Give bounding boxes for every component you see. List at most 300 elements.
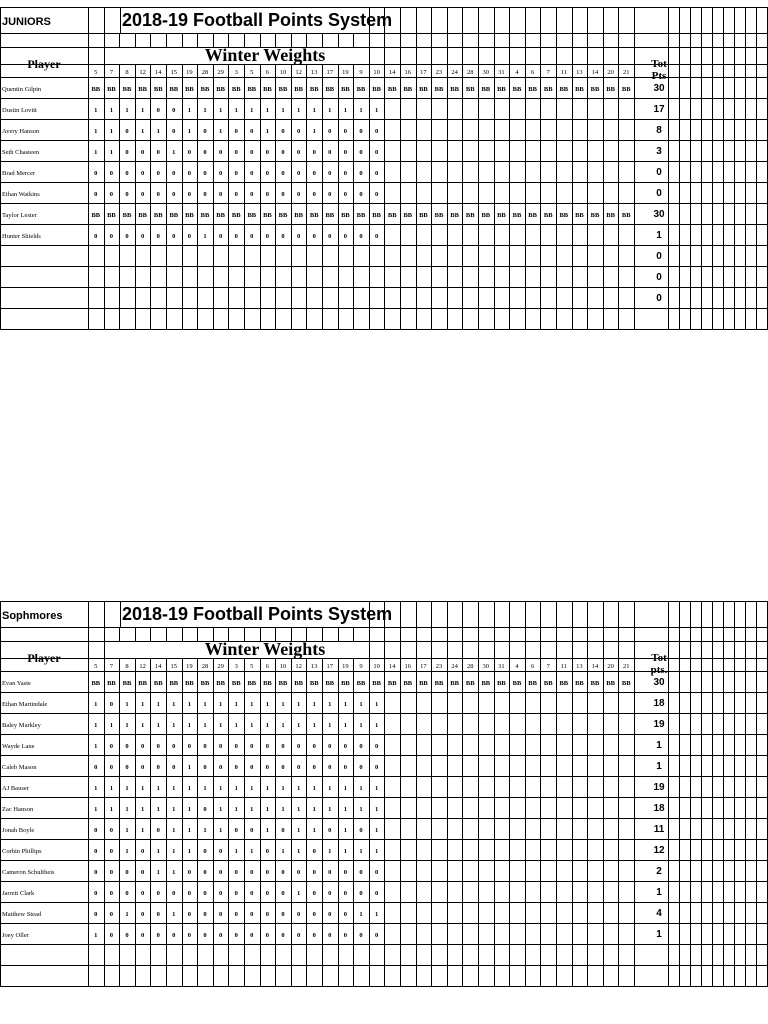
attendance-mark: 0 (125, 890, 129, 897)
attendance-mark: 1 (328, 701, 332, 708)
attendance-mark: 1 (187, 128, 192, 135)
attendance-mark: 0 (328, 911, 332, 918)
attendance-mark: BB (122, 680, 132, 687)
attendance-mark: 1 (265, 806, 270, 813)
attendance-mark: 1 (343, 722, 348, 729)
attendance-mark: BB (450, 86, 459, 93)
attendance-mark: BB (403, 86, 413, 93)
player-name: Hunter Shields (2, 233, 41, 240)
attendance-mark: BB (403, 680, 413, 687)
table-row (2, 866, 662, 877)
attendance-mark: 1 (359, 785, 363, 792)
player-name: Quentin Gilpin (2, 86, 42, 93)
attendance-mark: 1 (359, 848, 363, 855)
attendance-mark: 0 (359, 149, 363, 156)
attendance-mark: 1 (343, 701, 348, 708)
attendance-mark: 0 (359, 932, 363, 939)
juniors-points-sheet (0, 7, 768, 330)
attendance-mark: 0 (203, 764, 207, 771)
attendance-mark: 1 (156, 722, 160, 729)
points-total: 19 (653, 782, 665, 793)
attendance-mark: 0 (234, 191, 238, 198)
attendance-mark: 1 (109, 128, 114, 135)
points-total: 4 (656, 908, 662, 919)
attendance-mark: BB (575, 86, 584, 93)
tot-column-header: Tot (651, 652, 667, 664)
table-row (2, 698, 665, 709)
attendance-mark: 0 (296, 911, 301, 918)
attendance-mark: 0 (187, 911, 192, 918)
attendance-mark: 0 (125, 764, 129, 771)
attendance-mark: 0 (250, 149, 254, 156)
attendance-mark: 0 (343, 890, 348, 897)
player-name: Taylor Lester (2, 212, 37, 219)
date-header: 20 (607, 69, 614, 76)
attendance-mark: 0 (94, 233, 98, 240)
attendance-mark: 0 (250, 890, 254, 897)
date-header: 24 (451, 69, 458, 76)
attendance-mark: 1 (296, 107, 301, 114)
attendance-mark: BB (341, 212, 350, 219)
attendance-mark: BB (325, 212, 335, 219)
date-header: 28 (201, 69, 209, 76)
attendance-mark: BB (247, 680, 257, 687)
player-name: Corbin Phillips (2, 848, 42, 855)
attendance-mark: 1 (343, 107, 348, 114)
attendance-mark: 1 (312, 722, 316, 729)
attendance-mark: BB (263, 680, 272, 687)
attendance-mark: BB (606, 212, 615, 219)
date-header: 6 (265, 663, 270, 670)
attendance-mark: 0 (328, 170, 332, 177)
player-name: Jonah Boyle (2, 827, 35, 834)
points-total: 11 (653, 824, 665, 835)
attendance-mark: BB (356, 680, 366, 687)
player-name: AJ Bauser (2, 785, 29, 792)
points-total: 0 (656, 167, 662, 178)
attendance-mark: 0 (359, 170, 363, 177)
attendance-mark: BB (200, 86, 210, 93)
attendance-mark: BB (543, 680, 553, 687)
attendance-mark: 0 (312, 764, 316, 771)
attendance-mark: 0 (374, 233, 379, 240)
attendance-mark: BB (372, 680, 381, 687)
attendance-mark: 1 (125, 806, 129, 813)
date-header: 31 (498, 663, 505, 670)
attendance-mark: 1 (203, 107, 207, 114)
attendance-mark: 1 (234, 701, 238, 708)
player-name: Evan Yaste (2, 680, 31, 687)
date-header: 5 (94, 663, 98, 670)
attendance-mark: 0 (203, 128, 207, 135)
attendance-mark: 1 (109, 107, 114, 114)
date-header: 28 (466, 663, 474, 670)
attendance-mark: 0 (140, 869, 145, 876)
attendance-mark: 1 (328, 107, 332, 114)
attendance-mark: BB (278, 212, 288, 219)
attendance-mark: 1 (296, 848, 301, 855)
attendance-mark: BB (590, 86, 600, 93)
attendance-mark: 1 (374, 848, 379, 855)
attendance-mark: 0 (203, 848, 207, 855)
attendance-mark: 1 (187, 701, 192, 708)
attendance-mark: 0 (250, 827, 254, 834)
date-header: 28 (201, 663, 209, 670)
attendance-mark: 1 (343, 806, 348, 813)
attendance-mark: 0 (156, 149, 160, 156)
attendance-mark: BB (91, 86, 101, 93)
attendance-mark: 0 (343, 149, 348, 156)
attendance-mark: 1 (172, 149, 176, 156)
attendance-mark: BB (169, 86, 179, 93)
attendance-mark: 0 (328, 827, 332, 834)
attendance-mark: 0 (94, 191, 98, 198)
attendance-mark: 0 (94, 890, 98, 897)
attendance-mark: 1 (374, 827, 379, 834)
date-header: 13 (310, 663, 318, 670)
table-row (2, 167, 662, 178)
attendance-mark: BB (185, 86, 194, 93)
attendance-mark: 1 (250, 806, 254, 813)
date-header: 7 (546, 663, 550, 670)
attendance-mark: BB (559, 86, 569, 93)
date-header: 8 (125, 69, 129, 76)
attendance-mark: 0 (265, 149, 270, 156)
attendance-mark: 1 (218, 785, 223, 792)
attendance-mark: 0 (187, 149, 192, 156)
attendance-mark: 0 (140, 233, 145, 240)
attendance-mark: 0 (156, 890, 160, 897)
attendance-mark: 1 (296, 785, 301, 792)
attendance-mark: 0 (234, 911, 238, 918)
attendance-mark: BB (512, 212, 522, 219)
attendance-mark: BB (107, 86, 116, 93)
attendance-mark: 0 (296, 191, 301, 198)
date-header: 12 (295, 69, 302, 76)
attendance-mark: 0 (359, 743, 363, 750)
attendance-mark: 0 (328, 743, 332, 750)
sheet-title: 2018-19 Football Points System (122, 10, 393, 30)
date-header: 7 (109, 663, 114, 670)
attendance-mark: BB (138, 680, 147, 687)
attendance-mark: BB (107, 212, 116, 219)
date-header: 8 (125, 663, 129, 670)
date-header: 12 (295, 663, 302, 670)
attendance-mark: 1 (296, 722, 301, 729)
points-total: 18 (653, 803, 665, 814)
points-total: 30 (653, 209, 665, 220)
player-name: Brad Mercer (2, 170, 36, 177)
attendance-mark: BB (497, 86, 506, 93)
attendance-mark: BB (169, 680, 179, 687)
date-header: 16 (404, 663, 412, 670)
attendance-mark: 0 (343, 128, 348, 135)
date-header: 13 (576, 69, 583, 76)
attendance-mark: BB (153, 212, 163, 219)
attendance-mark: 0 (156, 233, 160, 240)
attendance-mark: 1 (203, 701, 207, 708)
attendance-mark: 1 (140, 722, 145, 729)
attendance-mark: BB (450, 212, 459, 219)
attendance-mark: 0 (281, 743, 285, 750)
attendance-mark: BB (294, 212, 303, 219)
attendance-mark: 1 (328, 848, 332, 855)
attendance-mark: 1 (156, 806, 160, 813)
date-header: 12 (139, 663, 146, 670)
date-header: 15 (170, 69, 178, 76)
table-row (2, 209, 665, 220)
attendance-mark: 0 (234, 170, 238, 177)
attendance-mark: BB (185, 680, 194, 687)
attendance-mark: 0 (296, 932, 301, 939)
attendance-mark: BB (497, 212, 506, 219)
attendance-mark: BB (231, 86, 241, 93)
attendance-mark: 1 (374, 806, 379, 813)
date-header: 14 (388, 69, 396, 76)
date-header: 29 (217, 663, 224, 670)
attendance-mark: 1 (234, 722, 238, 729)
points-total: 0 (656, 293, 662, 304)
attendance-mark: 1 (156, 128, 160, 135)
attendance-mark: 1 (265, 722, 270, 729)
table-row (2, 125, 662, 136)
attendance-mark: 1 (187, 806, 192, 813)
attendance-mark: 0 (187, 191, 192, 198)
attendance-mark: 0 (125, 869, 129, 876)
attendance-mark: 0 (250, 170, 254, 177)
attendance-mark: 0 (218, 743, 223, 750)
date-header: 28 (466, 69, 474, 76)
date-header: 19 (342, 663, 349, 670)
pts-column-header: Pts (651, 70, 667, 82)
attendance-mark: 0 (312, 869, 316, 876)
attendance-mark: BB (356, 86, 366, 93)
attendance-mark: 1 (374, 911, 379, 918)
attendance-mark: 0 (312, 149, 316, 156)
attendance-mark: BB (575, 680, 584, 687)
attendance-mark: BB (107, 680, 116, 687)
attendance-mark: BB (465, 212, 475, 219)
attendance-mark: 1 (172, 701, 176, 708)
attendance-mark: 0 (312, 890, 316, 897)
attendance-mark: BB (231, 680, 241, 687)
attendance-mark: 0 (140, 764, 145, 771)
attendance-mark: BB (372, 212, 381, 219)
attendance-mark: 1 (156, 869, 160, 876)
attendance-mark: 0 (172, 107, 176, 114)
attendance-mark: 1 (312, 785, 316, 792)
attendance-mark: 0 (374, 890, 379, 897)
attendance-mark: 0 (203, 869, 207, 876)
player-name: Ethan Martindale (2, 701, 48, 708)
attendance-mark: 1 (234, 806, 238, 813)
attendance-mark: 0 (374, 764, 379, 771)
attendance-mark: 1 (109, 785, 114, 792)
player-name: Wayde Lane (2, 743, 35, 750)
attendance-mark: 1 (218, 701, 223, 708)
attendance-mark: 0 (359, 890, 363, 897)
attendance-mark: 0 (172, 233, 176, 240)
attendance-mark: 0 (94, 170, 98, 177)
attendance-mark: 0 (281, 149, 285, 156)
attendance-mark: 0 (203, 743, 207, 750)
attendance-mark: 1 (250, 107, 254, 114)
table-row (2, 887, 662, 898)
attendance-mark: 0 (359, 191, 363, 198)
attendance-mark: 1 (109, 722, 114, 729)
date-header: 30 (482, 663, 490, 670)
date-header: 10 (279, 663, 287, 670)
attendance-mark: BB (606, 680, 615, 687)
attendance-mark: 0 (109, 764, 114, 771)
attendance-mark: BB (543, 86, 553, 93)
attendance-mark: 0 (265, 932, 270, 939)
attendance-mark: 0 (234, 128, 238, 135)
attendance-mark: 0 (343, 743, 348, 750)
date-header: 14 (154, 663, 162, 670)
attendance-mark: 0 (312, 911, 316, 918)
attendance-mark: 0 (218, 890, 223, 897)
date-header: 4 (515, 663, 519, 670)
attendance-mark: 1 (172, 806, 176, 813)
attendance-mark: BB (91, 680, 101, 687)
date-header: 7 (546, 69, 550, 76)
attendance-mark: 0 (312, 743, 316, 750)
date-header: 29 (217, 69, 224, 76)
date-header: 17 (326, 69, 334, 76)
attendance-mark: BB (512, 680, 522, 687)
attendance-mark: 1 (140, 827, 145, 834)
attendance-mark: 0 (203, 191, 207, 198)
attendance-mark: BB (387, 680, 397, 687)
points-total: 8 (656, 125, 662, 136)
attendance-mark: BB (497, 680, 506, 687)
attendance-mark: 0 (125, 128, 129, 135)
attendance-mark: 0 (172, 191, 176, 198)
attendance-mark: 0 (187, 932, 192, 939)
attendance-mark: 0 (281, 869, 285, 876)
attendance-mark: 1 (281, 785, 285, 792)
attendance-mark: 0 (250, 869, 254, 876)
attendance-mark: 1 (296, 806, 301, 813)
attendance-mark: 1 (94, 701, 98, 708)
attendance-mark: 0 (203, 932, 207, 939)
attendance-mark: 1 (234, 848, 238, 855)
date-header: 13 (576, 663, 583, 670)
attendance-mark: BB (372, 86, 381, 93)
attendance-mark: BB (278, 680, 288, 687)
date-header: 17 (420, 69, 427, 76)
attendance-mark: BB (122, 86, 132, 93)
attendance-mark: 1 (296, 827, 301, 834)
points-total: 17 (653, 104, 665, 115)
attendance-mark: 1 (328, 806, 332, 813)
attendance-mark: 0 (218, 233, 223, 240)
attendance-mark: 1 (172, 911, 176, 918)
attendance-mark: 1 (281, 722, 285, 729)
section-name: Sophmores (2, 610, 63, 622)
table-row (2, 740, 662, 751)
attendance-mark: 1 (281, 848, 285, 855)
points-table (0, 7, 768, 330)
pts-column-header: pts. (650, 664, 668, 676)
attendance-mark: BB (419, 86, 428, 93)
attendance-mark: 0 (328, 932, 332, 939)
attendance-mark: BB (434, 212, 444, 219)
attendance-mark: 0 (312, 848, 316, 855)
attendance-mark: BB (465, 86, 475, 93)
attendance-mark: BB (216, 212, 225, 219)
attendance-mark: 1 (343, 827, 348, 834)
attendance-mark: BB (621, 86, 631, 93)
attendance-mark: 0 (328, 890, 332, 897)
attendance-mark: 1 (140, 107, 145, 114)
attendance-mark: 1 (203, 827, 207, 834)
attendance-mark: 1 (218, 722, 223, 729)
attendance-mark: 1 (187, 722, 192, 729)
player-name: Ethan Watkins (2, 191, 40, 198)
attendance-mark: BB (91, 212, 101, 219)
attendance-mark: 0 (281, 128, 285, 135)
attendance-mark: 0 (109, 701, 114, 708)
attendance-mark: BB (200, 680, 210, 687)
attendance-mark: BB (138, 212, 147, 219)
points-table (0, 601, 768, 987)
attendance-mark: BB (341, 680, 350, 687)
sheet-subtitle: Winter Weights (204, 45, 326, 65)
attendance-mark: 0 (140, 890, 145, 897)
points-total: 12 (653, 845, 665, 856)
date-header: 23 (435, 663, 443, 670)
player-name: Seth Chasteen (2, 149, 40, 156)
attendance-mark: 1 (187, 107, 192, 114)
attendance-mark: 0 (109, 890, 114, 897)
attendance-mark: 0 (359, 764, 363, 771)
attendance-mark: 0 (281, 911, 285, 918)
attendance-mark: 1 (156, 848, 160, 855)
date-header: 14 (591, 69, 599, 76)
date-header: 12 (139, 69, 146, 76)
attendance-mark: 0 (281, 932, 285, 939)
points-total: 30 (653, 83, 665, 94)
attendance-mark: BB (465, 680, 475, 687)
attendance-mark: 0 (156, 932, 160, 939)
attendance-mark: BB (325, 86, 335, 93)
attendance-mark: BB (200, 212, 210, 219)
date-header: 20 (607, 663, 614, 670)
date-header: 17 (420, 663, 427, 670)
attendance-mark: 1 (312, 128, 316, 135)
attendance-mark: 0 (203, 890, 207, 897)
attendance-mark: 1 (156, 785, 160, 792)
attendance-mark: 0 (250, 932, 254, 939)
date-header: 19 (342, 69, 349, 76)
attendance-mark: BB (403, 212, 413, 219)
attendance-mark: 1 (374, 701, 379, 708)
attendance-mark: BB (356, 212, 366, 219)
attendance-mark: 0 (218, 170, 223, 177)
attendance-mark: BB (481, 680, 491, 687)
attendance-mark: BB (387, 86, 397, 93)
points-total: 18 (653, 698, 665, 709)
attendance-mark: BB (590, 680, 600, 687)
attendance-mark: 0 (187, 170, 192, 177)
attendance-mark: 0 (281, 827, 285, 834)
attendance-mark: 0 (125, 191, 129, 198)
attendance-mark: 1 (203, 722, 207, 729)
attendance-mark: 0 (125, 149, 129, 156)
attendance-mark: 0 (250, 764, 254, 771)
